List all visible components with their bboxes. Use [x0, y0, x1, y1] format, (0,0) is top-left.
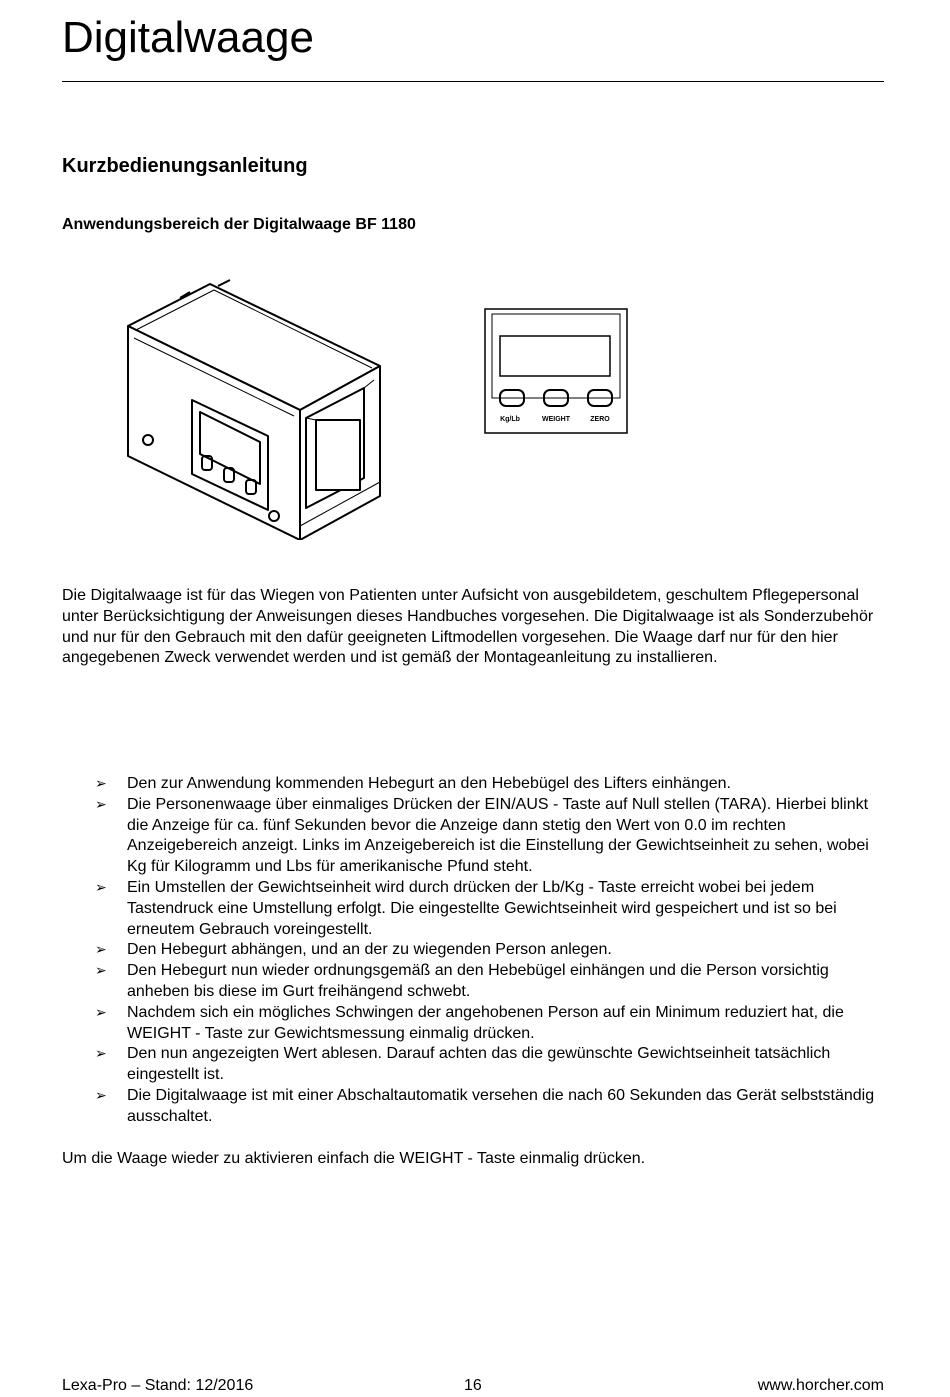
- arrow-bullet-icon: ➢: [95, 1004, 107, 1021]
- step-text: Ein Umstellen der Gewichtseinheit wird durch drücken der Lb/Kg - Taste erreicht wobei bei jedem Tastendruck eine Umstellung erfolgt. Die eingestellte Gewichtseinheit wird gespeichert und ist so bei erneutem Gebrauch voreingestellt.: [127, 878, 837, 938]
- step-text: Den zur Anwendung kommenden Hebegurt an den Hebebügel des Lifters einhängen.: [127, 775, 731, 792]
- list-item: [62, 961, 884, 1003]
- closing-paragraph: Um die Waage wieder zu aktivieren einfach die WEIGHT - Taste einmalig drücken.: [62, 1150, 646, 1167]
- list-item: [62, 795, 884, 878]
- intro-paragraph: Die Digitalwaage ist für das Wiegen von Patienten unter Aufsicht von ausgebildetem, geschultem Pflegepersonal unter Berücksichtigung der Anweisungen dieses Handbuches vorgesehen. Die Digitalwaage ist als Sonderzubehör und nur für den Gebrauch mit den dafür geeigneten Liftmodellen vorgesehen. Die Waage darf nur für den hier angegebenen Zweck verwendet werden und ist gemäß der Montageanleitung zu installieren.: [62, 587, 874, 667]
- step-text: Den nun angezeigten Wert ablesen. Darauf achten das die gewünschte Gewichtseinheit tatsächlich eingestellt ist.: [127, 1045, 831, 1084]
- arrow-bullet-icon: ➢: [95, 776, 107, 792]
- list-item: [62, 878, 884, 940]
- step-text: Den Hebegurt nun wieder ordnungsgemäß an den Hebebügel einhängen und die Person vorsichtig anheben bis diese im Gurt freihängend schwebt.: [127, 962, 829, 1000]
- list-item: [62, 774, 884, 795]
- list-item: [62, 1086, 884, 1128]
- step-text: Nachdem sich ein mögliches Schwingen der angehobenen Person auf ein Minimum reduziert hat, die WEIGHT - Taste zur Gewichtsmessung einmalig drücken.: [127, 1003, 844, 1042]
- subsection-heading: Anwendungsbereich der Digitalwaage BF 1180: [62, 216, 416, 233]
- list-item: [62, 1044, 884, 1086]
- display-panel-illustration: [484, 308, 628, 434]
- footer-website: www.horcher.com: [757, 1377, 884, 1394]
- arrow-bullet-icon: ➢: [95, 796, 107, 813]
- list-item: [62, 1003, 884, 1045]
- step-text: Die Personenwaage über einmaliges Drücken der EIN/AUS - Taste auf Null stellen (TARA). Hierbei blinkt die Anzeige für ca. fünf Sekunden bevor die Anzeige dann stetig den Wert von 0.0 im rechten Anzeigebereich anzeigt. Links im Anzeigebereich ist die Einstellung der Gewichtseinheit zu sehen, wobei Kg für Kilogramm und Lbs für amerikanische Pfund steht.: [127, 795, 869, 876]
- arrow-bullet-icon: ➢: [95, 963, 107, 980]
- button-label-zero: ZERO: [590, 416, 610, 423]
- step-text: Die Digitalwaage ist mit einer Abschaltautomatik versehen die nach 60 Sekunden das Gerät selbstständig ausschaltet.: [127, 1086, 875, 1125]
- section-heading: Kurzbedienungsanleitung: [62, 155, 308, 177]
- arrow-bullet-icon: ➢: [95, 1087, 107, 1104]
- page-title: Digitalwaage: [62, 13, 314, 62]
- arrow-bullet-icon: ➢: [95, 879, 107, 896]
- arrow-bullet-icon: ➢: [95, 942, 107, 959]
- button-label-kg-lb: Kg/Lb: [500, 416, 520, 423]
- scale-housing-illustration: [118, 278, 390, 540]
- list-item: [62, 940, 884, 961]
- footer-document-info: Lexa-Pro – Stand: 12/2016: [62, 1377, 254, 1394]
- footer-page-number: 16: [464, 1377, 482, 1394]
- instruction-list: [62, 774, 884, 1128]
- title-divider: [62, 81, 884, 82]
- arrow-bullet-icon: ➢: [95, 1046, 107, 1063]
- button-label-weight: WEIGHT: [542, 416, 570, 423]
- step-text: Den Hebegurt abhängen, und an der zu wiegenden Person anlegen.: [127, 941, 612, 959]
